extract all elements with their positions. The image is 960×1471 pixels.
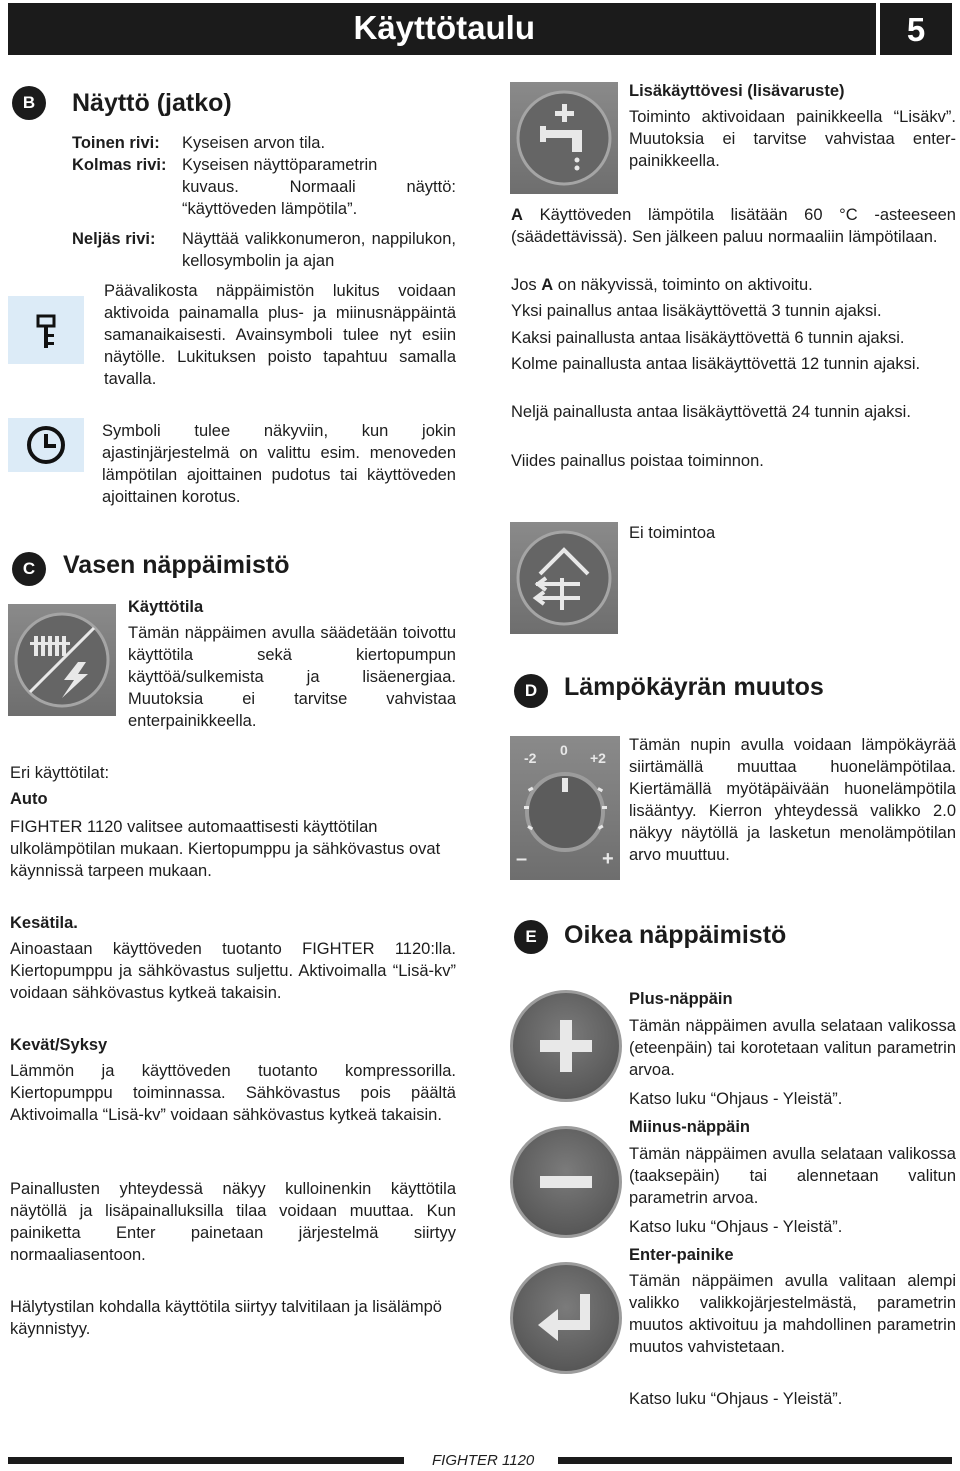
modes-label: Eri käyttötilat:	[10, 764, 110, 782]
no-function-button-image	[510, 522, 618, 634]
section-d-text: Tämän nupin avulla voidaan lämpökäyrää siirtämällä muuttaa huonelämpötilaa. Kiertämällä myötäpäivään huonelämpötila lisääntyy. Kierron yhteydessä valikko 2.0 näkyy näytöllä ja lasketun menolämpötilan arvo muuttuu.	[629, 736, 956, 864]
enter-button-image	[510, 1262, 622, 1374]
extra-hw-p2: Kaksi painallusta antaa lisäkäyttövettä 6 tunnin ajaksi.	[511, 329, 905, 347]
extra-hw-p3: Kolme painallusta antaa lisäkäyttövettä 12 tunnin ajaksi.	[511, 355, 921, 373]
summer-title: Kesätila.	[10, 914, 78, 932]
footer-line-left	[8, 1457, 404, 1464]
row3-line	[72, 154, 456, 176]
mode-title: Käyttötila	[128, 598, 204, 616]
mode-button-image	[8, 604, 116, 716]
minus-text: Tämän näppäimen avulla selataan valikossa (taaksepäin) tai alennetaan valitun parametrin arvoa.	[629, 1145, 956, 1207]
page-number: 5	[880, 3, 952, 55]
extra-hw-a: A Käyttöveden lämpötila lisätään 60 °C -asteeseen (säädettävissä). Sen jälkeen paluu normaaliin lämpötilaan.	[511, 206, 956, 246]
section-b-badge: B	[12, 86, 46, 120]
knob-label-plus2: +2	[590, 750, 606, 766]
section-e-badge: E	[514, 920, 548, 954]
section-c-title: Vasen näppäimistö	[63, 551, 290, 579]
row2-text: Kyseisen arvon tila.	[182, 134, 326, 152]
footer-text: FIGHTER 1120	[432, 1452, 535, 1469]
extra-hw-title: Lisäkäyttövesi (lisävaruste)	[629, 82, 845, 100]
minus-button-image	[510, 1126, 622, 1238]
row3-text-b: kuvaus. Normaali näyttö: “käyttöveden lämpötila”.	[182, 178, 456, 218]
extra-hw-jos: Jos A on näkyvissä, toiminto on aktivoitu.	[511, 276, 813, 294]
footer-line-right	[558, 1457, 952, 1464]
heat-curve-knob-image	[510, 736, 620, 880]
plus-title: Plus-näppäin	[629, 990, 733, 1008]
knob-label-minus2: -2	[524, 750, 537, 766]
lock-text: Päävalikosta näppäimistön lukitus voidaan aktivoida painamalla plus- ja miinusnäppäintä samanaikaisesti. Avainsymboli tulee nyt esiin näytölle. Lukituksen poisto tapahtuu samalla tavalla.	[104, 282, 456, 388]
clock-text: Symboli tulee näkyviin, kun jokin ajastinjärjestelmä on valittu esim. menoveden lämpötilan ajoittainen pudotus tai käyttöveden ajoittainen korotus.	[102, 422, 456, 506]
plus-button-image	[510, 990, 622, 1102]
knob-label-plus: +	[602, 848, 614, 870]
knob-label-zero: 0	[560, 742, 568, 758]
section-d-badge: D	[514, 674, 548, 708]
section-d-title: Lämpökäyrän muutos	[564, 673, 824, 701]
spring-title: Kevät/Syksy	[10, 1036, 108, 1054]
row3-label: Kolmas rivi:	[72, 156, 167, 174]
extra-hw-p4: Neljä painallusta antaa lisäkäyttövettä 24 tunnin ajaksi.	[511, 403, 911, 421]
minus-ref: Katso luku “Ohjaus - Yleistä”.	[629, 1218, 843, 1236]
no-function-text: Ei toimintoa	[629, 524, 716, 542]
row2-line	[72, 132, 456, 154]
mode-text: Tämän näppäimen avulla säädetään toivottu käyttötila sekä kiertopumpun käyttöä/sulkemista ja lisäenergiaa. Muutoksia ei tarvitse vahvistaa enterpainikkeella.	[128, 624, 456, 730]
plus-icon	[540, 1020, 592, 1072]
extra-hw-p1: Yksi painallus antaa lisäkäyttövettä 3 tunnin ajaksi.	[511, 302, 882, 320]
section-c-badge: C	[12, 552, 46, 586]
press-text: Painallusten yhteydessä näkyy kulloinenkin käyttötila näytöllä ja lisäpainalluksilla tilaa voidaan muuttaa. Kun painiketta Enter painetaan järjestelmä siirtyy normaaliasentoon.	[10, 1180, 456, 1264]
radiator-icon	[30, 636, 70, 656]
enter-arrow-icon	[538, 1294, 590, 1341]
auto-text: FIGHTER 1120 valitsee automaattisesti käyttötilan ulkolämpötilan mukaan. Kiertopumppu ja sähkövastus ovat käynnissä tarpeen mukaan.	[10, 818, 441, 880]
extra-hw-text: Toiminto aktivoidaan painikkeella “Lisäkv”. Muutoksia ei tarvitse vahvistaa enter-painikkeella.	[629, 108, 956, 170]
row2-label: Toinen rivi:	[72, 134, 160, 152]
alarm-text: Hälytystilan kohdalla käyttötila siirtyy talvitilaan ja lisälämpö käynnistyy.	[10, 1298, 442, 1338]
section-e-title: Oikea näppäimistö	[564, 921, 787, 949]
row4-text: Näyttää valikkonumeron, nappilukon, kellosymbolin ja ajan	[182, 230, 456, 270]
auto-title: Auto	[10, 790, 48, 808]
key-lock-icon	[8, 296, 84, 364]
row3-text-a: Kyseisen näyttöparametrin	[182, 156, 378, 174]
knob-label-minus: –	[516, 848, 528, 870]
enter-ref: Katso luku “Ohjaus - Yleistä”.	[629, 1390, 843, 1408]
clock-icon	[8, 418, 84, 472]
minus-title: Miinus-näppäin	[629, 1118, 750, 1136]
spring-text: Lämmön ja käyttöveden tuotanto kompressorilla. Kiertopumppu toiminnassa. Sähkövastus pois päältä Aktivoimalla “Lisä-kv” voidaan sähkövastus kytkeä takaisin.	[10, 1062, 456, 1124]
summer-text: Ainoastaan käyttöveden tuotanto FIGHTER 1120:lla. Kiertopumppu ja sähkövastus suljettu. Aktivoimalla “Lisä-kv” voidaan sähkövastus kytkeä takaisin.	[10, 940, 456, 1002]
plus-ref: Katso luku “Ohjaus - Yleistä”.	[629, 1090, 843, 1108]
page-title: Käyttötaulu	[353, 9, 535, 46]
row4-label: Neljäs rivi:	[72, 230, 156, 248]
enter-title: Enter-painike	[629, 1246, 734, 1264]
section-b-title: Näyttö (jatko)	[72, 89, 232, 117]
minus-icon	[540, 1176, 592, 1188]
plus-text: Tämän näppäimen avulla selataan valikossa (eteenpäin) tai korotetaan valitun parametrin arvoa.	[629, 1017, 956, 1079]
extra-hot-water-button-image	[510, 82, 618, 194]
extra-hw-p5: Viides painallus poistaa toiminnon.	[511, 452, 764, 470]
enter-text: Tämän näppäimen avulla valitaan alempi valikko valikkojärjestelmästä, parametrin muutos aktivoituu ja mahdollinen parametrin muutos vahvistetaan.	[629, 1272, 956, 1356]
